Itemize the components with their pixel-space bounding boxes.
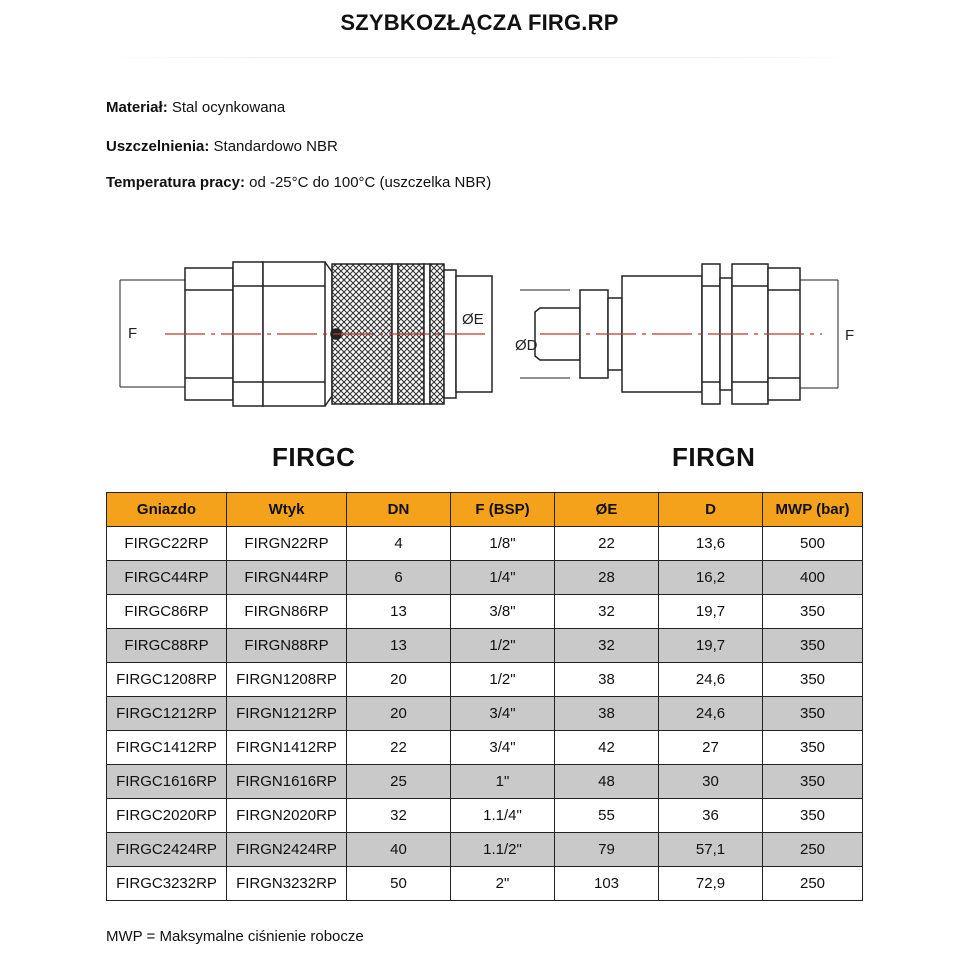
table-cell: 38 [555,697,659,731]
table-cell: FIRGC1412RP [107,731,227,765]
spec-seals-value: Standardowo NBR [209,138,338,155]
label-firgn: FIRGN [672,442,756,472]
table-row [107,663,863,697]
table-cell: 13 [347,595,451,629]
table-cell: 350 [763,765,863,799]
table-cell: 36 [659,799,763,833]
table-cell: 350 [763,731,863,765]
spec-seals [106,138,338,155]
table-cell: 350 [763,629,863,663]
technical-drawing [110,250,855,430]
table-cell: 24,6 [659,697,763,731]
header-gniazdo: Gniazdo [107,493,227,527]
table-cell: 250 [763,833,863,867]
spec-table [106,492,863,901]
table-cell: 32 [555,595,659,629]
table-cell: 79 [555,833,659,867]
table-cell: 57,1 [659,833,763,867]
header-d: D [659,493,763,527]
table-cell: 24,6 [659,663,763,697]
table-row [107,595,863,629]
table-cell: 30 [659,765,763,799]
table-cell: FIRGC88RP [107,629,227,663]
table-cell: 55 [555,799,659,833]
table-cell: FIRGN86RP [227,595,347,629]
spec-material-value: Stal ocynkowana [167,99,286,116]
table-row [107,799,863,833]
table-cell: 1.1/2" [451,833,555,867]
table-cell: 1.1/4" [451,799,555,833]
table-cell: 32 [347,799,451,833]
table-cell: 48 [555,765,659,799]
table-cell: FIRGN44RP [227,561,347,595]
footnote: MWP = Maksymalne ciśnienie robocze [106,928,364,945]
spec-temperature-value: od -25°C do 100°C (uszczelka NBR) [244,174,492,191]
table-cell: FIRGC2020RP [107,799,227,833]
table-cell: 350 [763,595,863,629]
table-header-row [107,493,863,527]
table-cell: 6 [347,561,451,595]
table-row [107,765,863,799]
header-wtyk: Wtyk [227,493,347,527]
table-cell: 3/8" [451,595,555,629]
table-cell: FIRGN1412RP [227,731,347,765]
table-cell: 1" [451,765,555,799]
table-cell: 2" [451,867,555,901]
table-cell: 400 [763,561,863,595]
spec-temperature [106,174,491,191]
table-cell: 19,7 [659,629,763,663]
label-e: ØE [462,311,484,328]
table-row [107,527,863,561]
table-cell: FIRGN22RP [227,527,347,561]
table-cell: 22 [347,731,451,765]
table-cell: 42 [555,731,659,765]
header-f-bsp: F (BSP) [451,493,555,527]
header-dn: DN [347,493,451,527]
spec-temperature-label: Temperatura pracy: [106,174,245,191]
table-cell: 32 [555,629,659,663]
table-cell: 40 [347,833,451,867]
table-row [107,561,863,595]
table-cell: FIRGC86RP [107,595,227,629]
table-cell: FIRGN88RP [227,629,347,663]
table-cell: 1/2" [451,663,555,697]
table-cell: FIRGN2424RP [227,833,347,867]
table-cell: 350 [763,799,863,833]
label-f-right: F [845,327,855,344]
page-title: SZYBKOZŁĄCZA FIRG.RP [340,10,619,35]
label-firgc: FIRGC [272,442,356,472]
table-cell: 27 [659,731,763,765]
table-cell: FIRGC1212RP [107,697,227,731]
table-cell: FIRGN1212RP [227,697,347,731]
table-cell: 350 [763,663,863,697]
table-cell: 38 [555,663,659,697]
table-cell: FIRGC44RP [107,561,227,595]
label-f-left: F [128,325,138,342]
label-d: ØD [515,337,538,354]
table-row [107,833,863,867]
table-cell: 250 [763,867,863,901]
table-cell: FIRGC3232RP [107,867,227,901]
table-cell: FIRGC1208RP [107,663,227,697]
table-cell: 1/8" [451,527,555,561]
spec-material [106,99,285,116]
table-cell: 22 [555,527,659,561]
table-row [107,629,863,663]
spec-material-label: Materiał: [106,99,168,116]
table-cell: 1/2" [451,629,555,663]
table-cell: FIRGN1208RP [227,663,347,697]
table-cell: 20 [347,663,451,697]
table-row [107,731,863,765]
table-cell: 20 [347,697,451,731]
table-cell: FIRGC1616RP [107,765,227,799]
table-cell: 50 [347,867,451,901]
table-cell: 13 [347,629,451,663]
table-cell: 500 [763,527,863,561]
spec-seals-label: Uszczelnienia: [106,138,210,155]
table-cell: 103 [555,867,659,901]
table-cell: FIRGN1616RP [227,765,347,799]
table-cell: 1/4" [451,561,555,595]
table-cell: FIRGC22RP [107,527,227,561]
table-cell: 4 [347,527,451,561]
table-cell: FIRGN3232RP [227,867,347,901]
title-divider [105,57,860,58]
table-cell: FIRGN2020RP [227,799,347,833]
header-e: ØE [555,493,659,527]
table-cell: 16,2 [659,561,763,595]
table-row [107,867,863,901]
table-row [107,697,863,731]
table-cell: 3/4" [451,731,555,765]
header-mwp: MWP (bar) [763,493,863,527]
table-cell: 72,9 [659,867,763,901]
table-cell: 13,6 [659,527,763,561]
table-cell: 28 [555,561,659,595]
table-cell: 350 [763,697,863,731]
table-cell: 3/4" [451,697,555,731]
table-cell: 19,7 [659,595,763,629]
table-cell: FIRGC2424RP [107,833,227,867]
table-cell: 25 [347,765,451,799]
